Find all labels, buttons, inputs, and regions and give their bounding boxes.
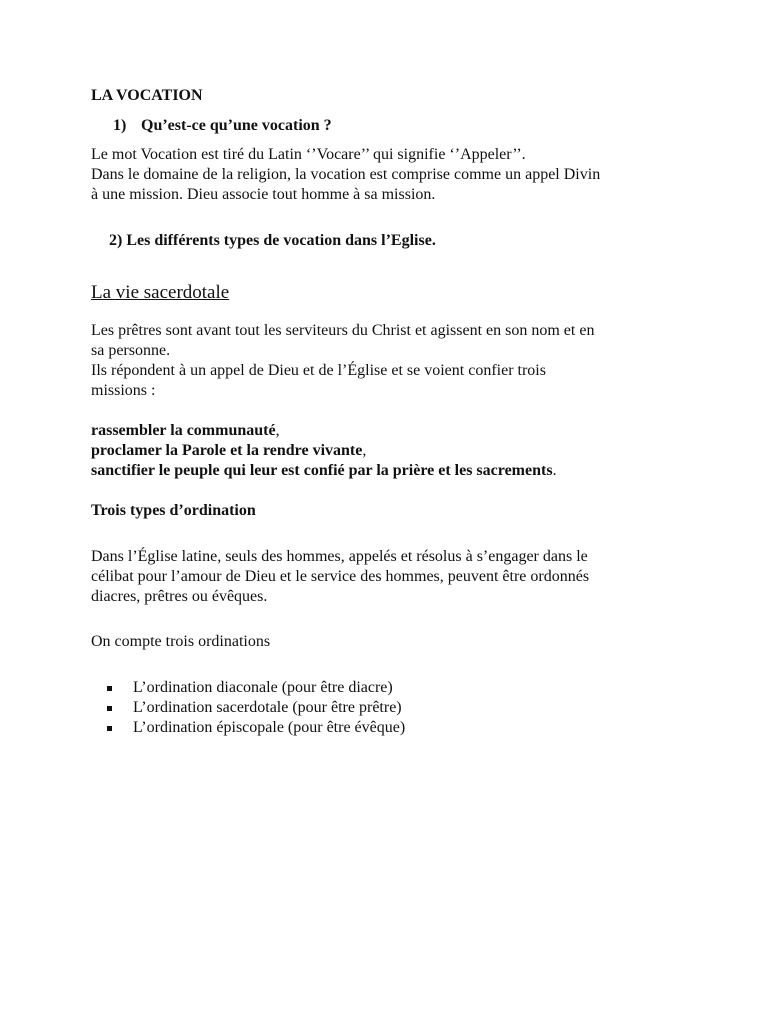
- ordination-list: [91, 678, 681, 738]
- pretres-line: sa personne.: [91, 342, 171, 359]
- question-1-number: 1): [113, 117, 127, 134]
- mission-item: rassembler la communauté,: [91, 422, 280, 439]
- mission-item: sanctifier le peuple qui leur est confié par la prière et les sacrements.: [91, 462, 557, 479]
- square-bullet-icon: [107, 686, 112, 691]
- section-title: La vie sacerdotale: [91, 282, 230, 303]
- document-page: [91, 86, 681, 738]
- list-item: L’ordination épiscopale (pour être évêque): [91, 718, 681, 738]
- question-1-text: Qu’est-ce qu’une vocation ?: [141, 117, 332, 134]
- square-bullet-icon: [107, 726, 112, 731]
- intro-line: Dans le domaine de la religion, la vocation est comprise comme un appel Divin: [91, 166, 601, 183]
- pretres-line: missions :: [91, 382, 156, 399]
- mission-item: proclamer la Parole et la rendre vivante,: [91, 442, 367, 459]
- missions-list: [91, 421, 681, 481]
- eglise-line: diacres, prêtres ou évêques.: [91, 588, 268, 605]
- pretres-line: Les prêtres sont avant tout les serviteurs du Christ et agissent en son nom et en: [91, 322, 595, 339]
- document-title: LA VOCATION: [91, 87, 203, 104]
- question-1-heading: [113, 116, 681, 136]
- pretres-paragraph: [91, 321, 681, 401]
- ordination-count-text: On compte trois ordinations: [91, 633, 271, 650]
- list-item: L’ordination diaconale (pour être diacre): [91, 678, 681, 698]
- list-item: L’ordination sacerdotale (pour être prêtre): [91, 698, 681, 718]
- eglise-line: Dans l’Église latine, seuls des hommes, appelés et résolus à s’engager dans le: [91, 548, 588, 565]
- eglise-line: célibat pour l’amour de Dieu et le service des hommes, peuvent être ordonnés: [91, 568, 590, 585]
- square-bullet-icon: [107, 706, 112, 711]
- intro-line: Le mot Vocation est tiré du Latin ‘’Vocare’’ qui signifie ‘’Appeler’’.: [91, 146, 526, 163]
- intro-line: à une mission. Dieu associe tout homme à sa mission.: [91, 186, 436, 203]
- question-2-heading: 2) Les différents types de vocation dans l’Eglise.: [109, 232, 436, 249]
- eglise-paragraph: [91, 547, 681, 607]
- intro-paragraph: [91, 145, 681, 205]
- ordination-heading: Trois types d’ordination: [91, 502, 256, 519]
- pretres-line: Ils répondent à un appel de Dieu et de l’Église et se voient confier trois: [91, 362, 546, 379]
